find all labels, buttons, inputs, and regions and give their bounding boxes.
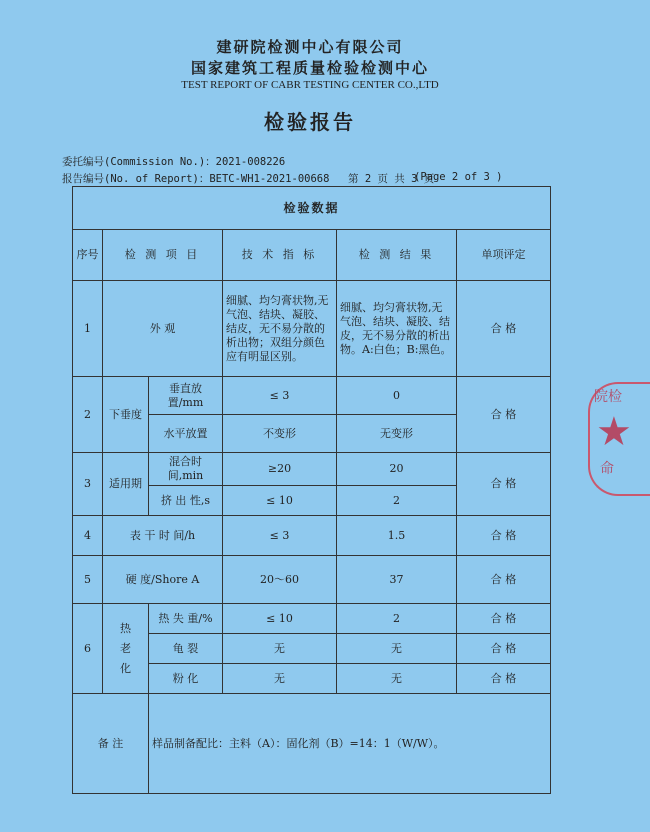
row-eval: 合 格: [457, 634, 551, 664]
document-title: 检验报告: [264, 110, 356, 134]
report-number-line: [62, 171, 503, 186]
english-title: TEST REPORT OF CABR TESTING CENTER CO.,LTD: [181, 79, 439, 91]
row-eval: 合 格: [457, 281, 551, 377]
row-spec: ≥20: [223, 453, 337, 486]
table-title-row: [73, 187, 551, 230]
row-group: [103, 604, 149, 694]
row-result: 0: [337, 377, 457, 415]
row-eval: 合 格: [457, 664, 551, 694]
row-no: 2: [73, 377, 103, 453]
header-item: 检 测 项 目: [103, 230, 223, 281]
row-group: 适用期: [103, 453, 149, 516]
row-eval: 合 格: [457, 604, 551, 634]
row-item: 外 观: [103, 281, 223, 377]
row-no: 3: [73, 453, 103, 516]
table-row: [73, 556, 551, 604]
table-header-row: [73, 230, 551, 281]
row-subitem: 龟 裂: [149, 634, 223, 664]
row-subitem: 挤 出 性,s: [149, 486, 223, 516]
row-no: 5: [73, 556, 103, 604]
row-spec: ≤ 10: [223, 486, 337, 516]
row-spec: ≤ 3: [223, 516, 337, 556]
page-en: (Page 2 of 3 ): [414, 171, 503, 183]
official-seal-stamp: [588, 382, 650, 496]
row-spec: 无: [223, 634, 337, 664]
row-result: 2: [337, 604, 457, 634]
row-item: 表 干 时 间/h: [103, 516, 223, 556]
row-result: 无变形: [337, 415, 457, 453]
row-result: 细腻、均匀膏状物,无气泡、结块、凝胶、结皮，无不易分散的析出物。A:白色；B:黑色。: [337, 281, 457, 377]
row-eval: 合 格: [457, 516, 551, 556]
row-subitem: 粉 化: [149, 664, 223, 694]
group-char: 老: [120, 641, 131, 655]
row-result: 20: [337, 453, 457, 486]
remarks-label: 备 注: [73, 694, 149, 794]
commission-number: 委托编号(Commission No.)：2021-008226: [62, 156, 286, 168]
table-row: [73, 604, 551, 634]
row-eval: 合 格: [457, 453, 551, 516]
group-char: 化: [120, 661, 131, 675]
row-no: 6: [73, 604, 103, 694]
row-item: 硬 度/Shore A: [103, 556, 223, 604]
row-spec: 细腻、均匀膏状物,无气泡、结块、凝胶、结皮，无不易分散的析出物；双组分颜色应有明显区别。: [223, 281, 337, 377]
row-result: 无: [337, 664, 457, 694]
row-subitem: 垂直放置/mm: [149, 377, 223, 415]
stamp-text-top: 院检: [594, 389, 622, 405]
row-spec: 20～60: [223, 556, 337, 604]
remarks-text: 样品制备配比：主料（A）：固化剂（B）=14：1（W/W）。: [149, 694, 551, 794]
report-number: 报告编号(No. of Report)：BETC-WH1-2021-00668: [62, 173, 330, 185]
star-icon: ★: [596, 409, 632, 455]
inspection-data-table: [72, 186, 551, 794]
row-no: 4: [73, 516, 103, 556]
row-eval: 合 格: [457, 556, 551, 604]
group-char: 热: [120, 621, 131, 635]
row-spec: ≤ 3: [223, 377, 337, 415]
table-title: 检验数据: [73, 187, 551, 230]
header-result: 检 测 结 果: [337, 230, 457, 281]
table-row: [73, 453, 551, 486]
header-no: 序号: [73, 230, 103, 281]
table-row: [73, 516, 551, 556]
row-eval: 合 格: [457, 377, 551, 453]
row-spec: ≤ 10: [223, 604, 337, 634]
row-spec: 不变形: [223, 415, 337, 453]
center-name: 国家建筑工程质量检验检测中心: [190, 59, 429, 77]
row-no: 1: [73, 281, 103, 377]
row-result: 2: [337, 486, 457, 516]
header-spec: 技 术 指 标: [223, 230, 337, 281]
header-eval: 单项评定: [457, 230, 551, 281]
row-result: 1.5: [337, 516, 457, 556]
table-row: [73, 377, 551, 415]
row-spec: 无: [223, 664, 337, 694]
row-result: 无: [337, 634, 457, 664]
page-cn: 第 2 页 共 3 页: [348, 173, 435, 185]
row-result: 37: [337, 556, 457, 604]
row-subitem: 热 失 重/%: [149, 604, 223, 634]
row-group: 下垂度: [103, 377, 149, 453]
row-subitem: 水平放置: [149, 415, 223, 453]
row-subitem: 混合时间,min: [149, 453, 223, 486]
company-name: 建研院检测中心有限公司: [216, 38, 404, 56]
table-row: [73, 281, 551, 377]
remarks-row: [73, 694, 551, 794]
stamp-text-bottom: 命: [600, 461, 614, 477]
